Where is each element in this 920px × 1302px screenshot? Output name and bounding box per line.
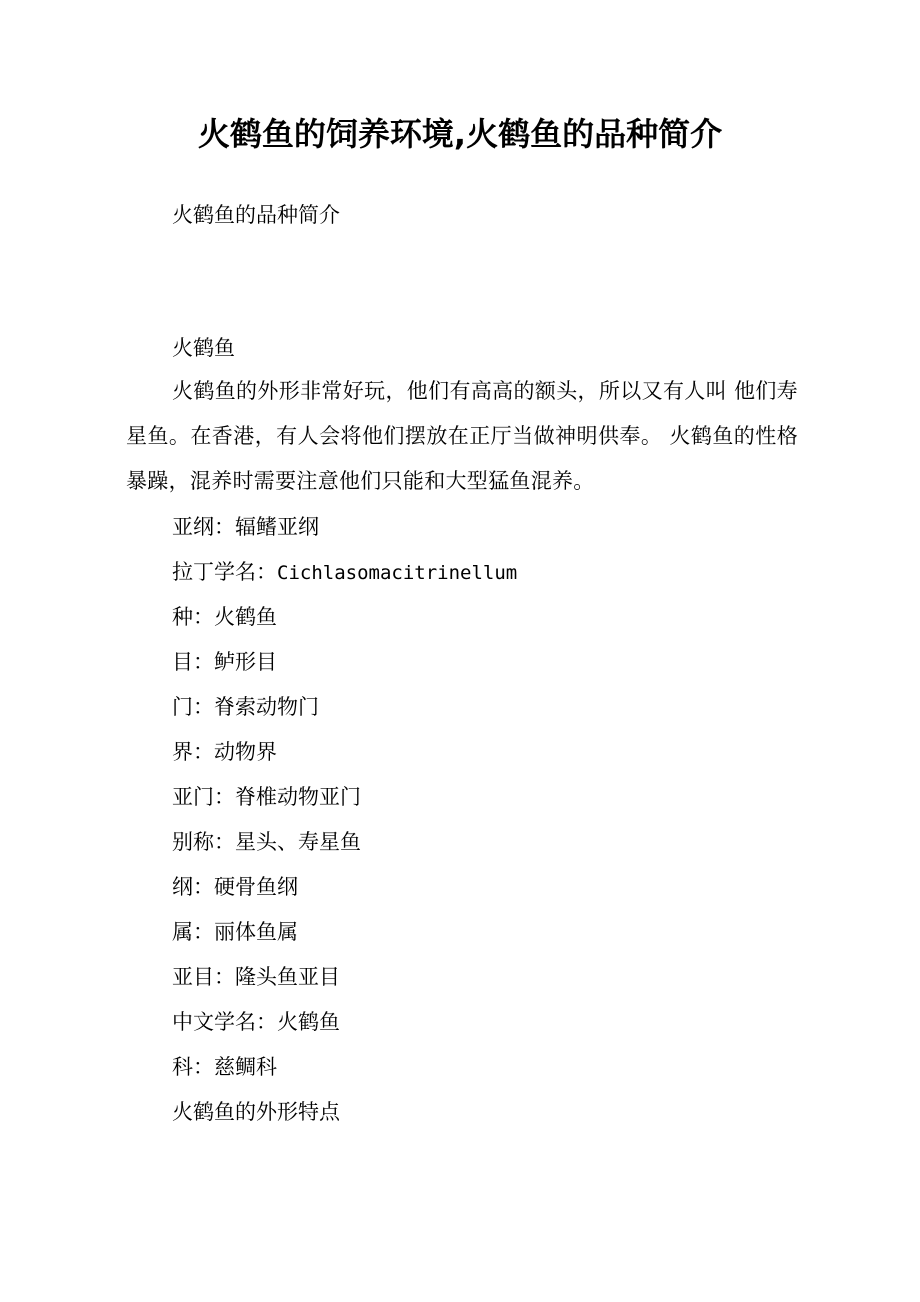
fact-species [172, 602, 277, 632]
fact-label: 亚目： [172, 965, 235, 989]
next-section-heading: 火鹤鱼的外形特点 [172, 1100, 340, 1124]
fact-label: 科： [172, 1055, 214, 1079]
fact-label: 属： [172, 920, 214, 944]
subtitle: 火鹤鱼的品种简介 [172, 203, 340, 227]
fact-label: 别称： [172, 830, 235, 854]
fact-phylum [172, 692, 319, 722]
fact-label: 亚纲： [172, 515, 235, 539]
fact-latin-name [172, 557, 517, 588]
fact-label: 中文学名： [172, 1010, 277, 1034]
document-title: 火鹤鱼的饲养环境,火鹤鱼的品种简介 [197, 115, 723, 153]
fact-value: 动物界 [214, 740, 277, 764]
fact-label: 纲： [172, 875, 214, 899]
fact-label: 门： [172, 695, 214, 719]
fact-class [172, 872, 298, 902]
fact-value: 慈鲷科 [214, 1055, 277, 1079]
fact-value: Cichlasomacitrinellum [277, 562, 518, 584]
fact-value: 星头、寿星鱼 [235, 830, 361, 854]
fact-genus [172, 917, 298, 947]
fact-value: 丽体鱼属 [214, 920, 298, 944]
fact-kingdom [172, 737, 277, 767]
section-heading: 火鹤鱼 [172, 336, 235, 360]
fact-alias [172, 827, 361, 857]
fact-label: 种： [172, 605, 214, 629]
fact-value: 辐鳍亚纲 [235, 515, 319, 539]
fact-label: 拉丁学名： [172, 560, 277, 584]
fact-value: 鲈形目 [214, 650, 277, 674]
fact-label: 亚门： [172, 785, 235, 809]
fact-value: 隆头鱼亚目 [235, 965, 340, 989]
fact-value: 脊椎动物亚门 [235, 785, 361, 809]
fact-order [172, 647, 277, 677]
fact-value: 脊索动物门 [214, 695, 319, 719]
fact-value: 火鹤鱼 [214, 605, 277, 629]
fact-chinese-name [172, 1007, 340, 1037]
intro-paragraph: 火鹤鱼的外形非常好玩，他们有高高的额头，所以又有人叫 他们寿星鱼。在香港，有人会将他们摆放在正厅当做神明供奉。 火鹤鱼的性格暴躁，混养时需要注意他们只能和大型猛鱼混养。 [126, 379, 798, 493]
fact-suborder [172, 962, 340, 992]
fact-family [172, 1052, 277, 1082]
fact-value: 火鹤鱼 [277, 1010, 340, 1034]
fact-subphylum [172, 782, 361, 812]
fact-subclass [172, 512, 319, 542]
fact-label: 目： [172, 650, 214, 674]
fact-label: 界： [172, 740, 214, 764]
fact-value: 硬骨鱼纲 [214, 875, 298, 899]
